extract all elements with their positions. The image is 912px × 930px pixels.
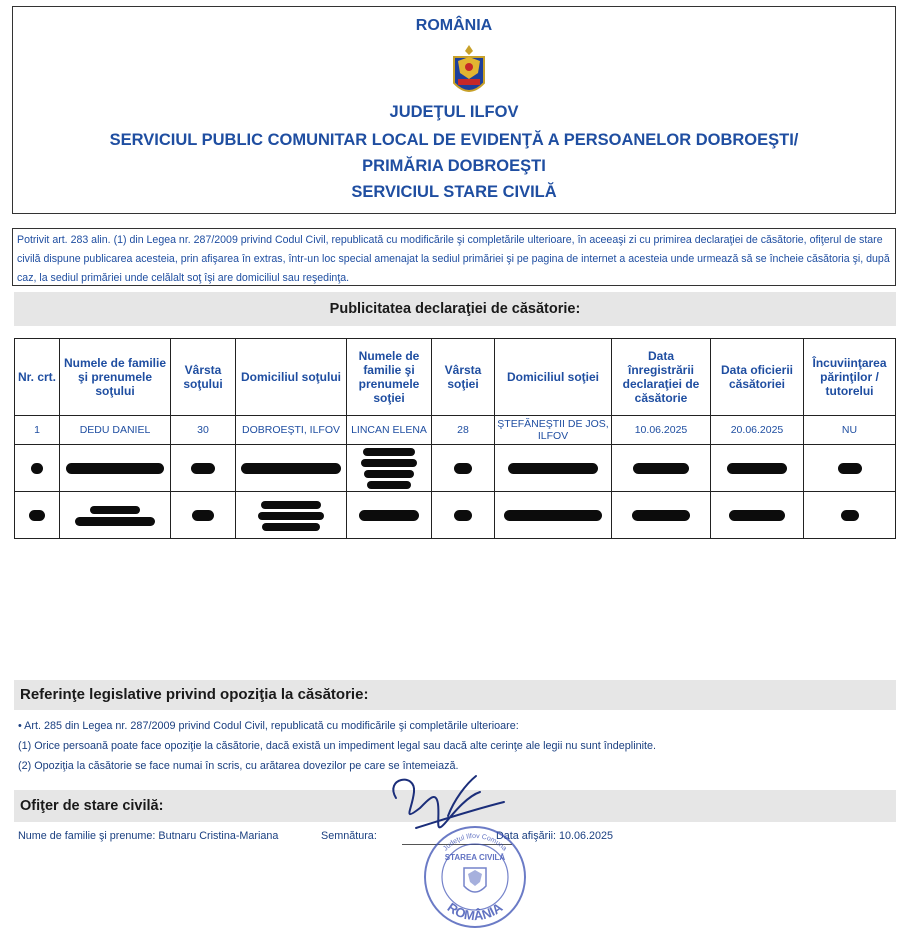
- service-title-line3: SERVICIUL STARE CIVILĂ: [351, 183, 557, 201]
- redacted-cell: [804, 445, 896, 492]
- redacted-cell: [612, 492, 711, 539]
- service-title-line2: PRIMĂRIA DOBROEŞTI: [362, 157, 546, 175]
- legal-references-title: Referinţe legislative privind opoziţia la căsătorie:: [14, 680, 896, 710]
- officer-name: Nume de familie şi prenume: Butnaru Cristina-Mariana: [18, 830, 279, 842]
- redaction-mark: [361, 459, 417, 467]
- legal-intro-paragraph: Potrivit art. 283 alin. (1) din Legea nr. 287/2009 privind Codul Civil, republicată cu modificările şi completările ulterioare, în aceeaşi zi cu primirea declaraţiei de căsătorie, ofiţerul de stare civilă dispune publicarea acesteia, prin afişarea în extras, într-un loc special amenajat la sediul primăriei şi pe pagina de internet a acesteia unde urmează să se încheie căsătoria şi, după caz, la sediul primăriei unde celălalt soţ îşi are domiciliul sau reşedinţa.: [12, 228, 896, 286]
- cell-wife-age: 28: [432, 416, 495, 445]
- redaction-mark: [841, 510, 859, 521]
- redaction-mark: [191, 463, 215, 474]
- romania-coat-of-arms-icon: [450, 43, 488, 101]
- redacted-cell: [347, 445, 432, 492]
- document-header: [12, 6, 896, 214]
- redaction-mark: [29, 510, 45, 521]
- svg-text:ROMÂNIA: [445, 899, 506, 923]
- redaction-mark: [727, 463, 787, 474]
- redaction-mark: [359, 510, 419, 521]
- redaction-mark: [241, 463, 341, 474]
- stamp-text-center: STAREA CIVILĂ: [444, 853, 506, 862]
- legal-reference-line: (2) Opoziţia la căsătorie se face numai în scris, cu arătarea dovezilor pe care se întemeiază.: [18, 760, 459, 772]
- redacted-table-row: [15, 492, 896, 539]
- redacted-cell: [347, 492, 432, 539]
- legal-reference-line: (1) Orice persoană poate face opoziţie la căsătorie, dacă există un impediment legal sau dacă alte cerinţe ale legii nu sunt îndeplinite.: [18, 740, 656, 752]
- col-husband-age: Vârsta soţului: [171, 339, 236, 416]
- redacted-cell: [171, 445, 236, 492]
- redaction-stack: [361, 448, 417, 489]
- officer-signature-icon: [376, 770, 516, 850]
- redaction-mark: [364, 470, 414, 478]
- cell-consent: NU: [804, 416, 896, 445]
- stamp-text-bottom: ROMÂNIA: [444, 899, 506, 924]
- redacted-cell: [60, 492, 171, 539]
- redacted-cell: [711, 492, 804, 539]
- redacted-cell: [495, 492, 612, 539]
- cell-husband-name: DEDU DANIEL: [60, 416, 171, 445]
- redaction-mark: [633, 463, 689, 474]
- redaction-mark: [504, 510, 602, 521]
- table-row: [15, 416, 896, 445]
- redaction-mark: [454, 463, 472, 474]
- redacted-cell: [432, 445, 495, 492]
- redacted-table-row: [15, 445, 896, 492]
- redaction-stack: [75, 506, 155, 526]
- cell-ceremony-date: 20.06.2025: [711, 416, 804, 445]
- redaction-mark: [90, 506, 140, 514]
- col-parental-consent: Încuviinţarea părinţilor / tutorelui: [804, 339, 896, 416]
- redaction-stack: [258, 501, 324, 531]
- redacted-cell: [804, 492, 896, 539]
- redaction-mark: [258, 512, 324, 520]
- col-husband-address: Domiciliul soţului: [236, 339, 347, 416]
- cell-husband-age: 30: [171, 416, 236, 445]
- redacted-cell: [15, 492, 60, 539]
- col-wife-name: Numele de familie şi prenumele soţiei: [347, 339, 432, 416]
- redaction-mark: [454, 510, 472, 521]
- col-ceremony-date: Data oficierii căsătoriei: [711, 339, 804, 416]
- redacted-cell: [612, 445, 711, 492]
- marriage-declarations-table: [14, 338, 896, 539]
- redaction-mark: [363, 448, 415, 456]
- redacted-cell: [171, 492, 236, 539]
- redaction-mark: [192, 510, 214, 521]
- posting-date: Data afişării: 10.06.2025: [496, 830, 614, 842]
- stamp-text-top: Judeţul Ilfov Comuna: [442, 832, 508, 853]
- redaction-mark: [632, 510, 690, 521]
- redacted-cell: [60, 445, 171, 492]
- service-title-line1: SERVICIUL PUBLIC COMUNITAR LOCAL DE EVIDENŢĂ A PERSOANELOR DOBROEŞTI/: [109, 131, 799, 149]
- legal-reference-line: • Art. 285 din Legea nr. 287/2009 privind Codul Civil, republicată cu modificările şi completările ulterioare:: [18, 720, 519, 732]
- redacted-cell: [236, 492, 347, 539]
- table-header-row: [15, 339, 896, 416]
- cell-registration-date: 10.06.2025: [612, 416, 711, 445]
- redacted-cell: [15, 445, 60, 492]
- cell-wife-address: ŞTEFĂNEŞTII DE JOS, ILFOV: [495, 416, 612, 445]
- col-wife-address: Domiciliul soţiei: [495, 339, 612, 416]
- county-title: JUDEŢUL ILFOV: [389, 103, 519, 121]
- country-title: ROMÂNIA: [415, 17, 493, 34]
- redacted-cell: [432, 492, 495, 539]
- redacted-cell: [236, 445, 347, 492]
- redaction-mark: [367, 481, 411, 489]
- redaction-mark: [75, 517, 155, 526]
- col-registration-date: Data înregistrării declaraţiei de căsătorie: [612, 339, 711, 416]
- redaction-mark: [508, 463, 598, 474]
- redacted-cell: [495, 445, 612, 492]
- col-husband-name: Numele de familie şi prenumele soţului: [60, 339, 171, 416]
- redaction-mark: [838, 463, 862, 474]
- redaction-mark: [729, 510, 785, 521]
- redaction-mark: [31, 463, 43, 474]
- cell-nr: 1: [15, 416, 60, 445]
- redacted-cell: [711, 445, 804, 492]
- signature-label: Semnătura:: [321, 830, 377, 842]
- redaction-mark: [261, 501, 321, 509]
- cell-husband-address: DOBROEŞTI, ILFOV: [236, 416, 347, 445]
- col-wife-age: Vârsta soţiei: [432, 339, 495, 416]
- redaction-mark: [66, 463, 164, 474]
- cell-wife-name: LINCAN ELENA: [347, 416, 432, 445]
- redaction-mark: [262, 523, 320, 531]
- officer-title: Ofiţer de stare civilă:: [14, 790, 896, 822]
- col-nr: Nr. crt.: [15, 339, 60, 416]
- publication-title: Publicitatea declaraţiei de căsătorie:: [14, 292, 896, 326]
